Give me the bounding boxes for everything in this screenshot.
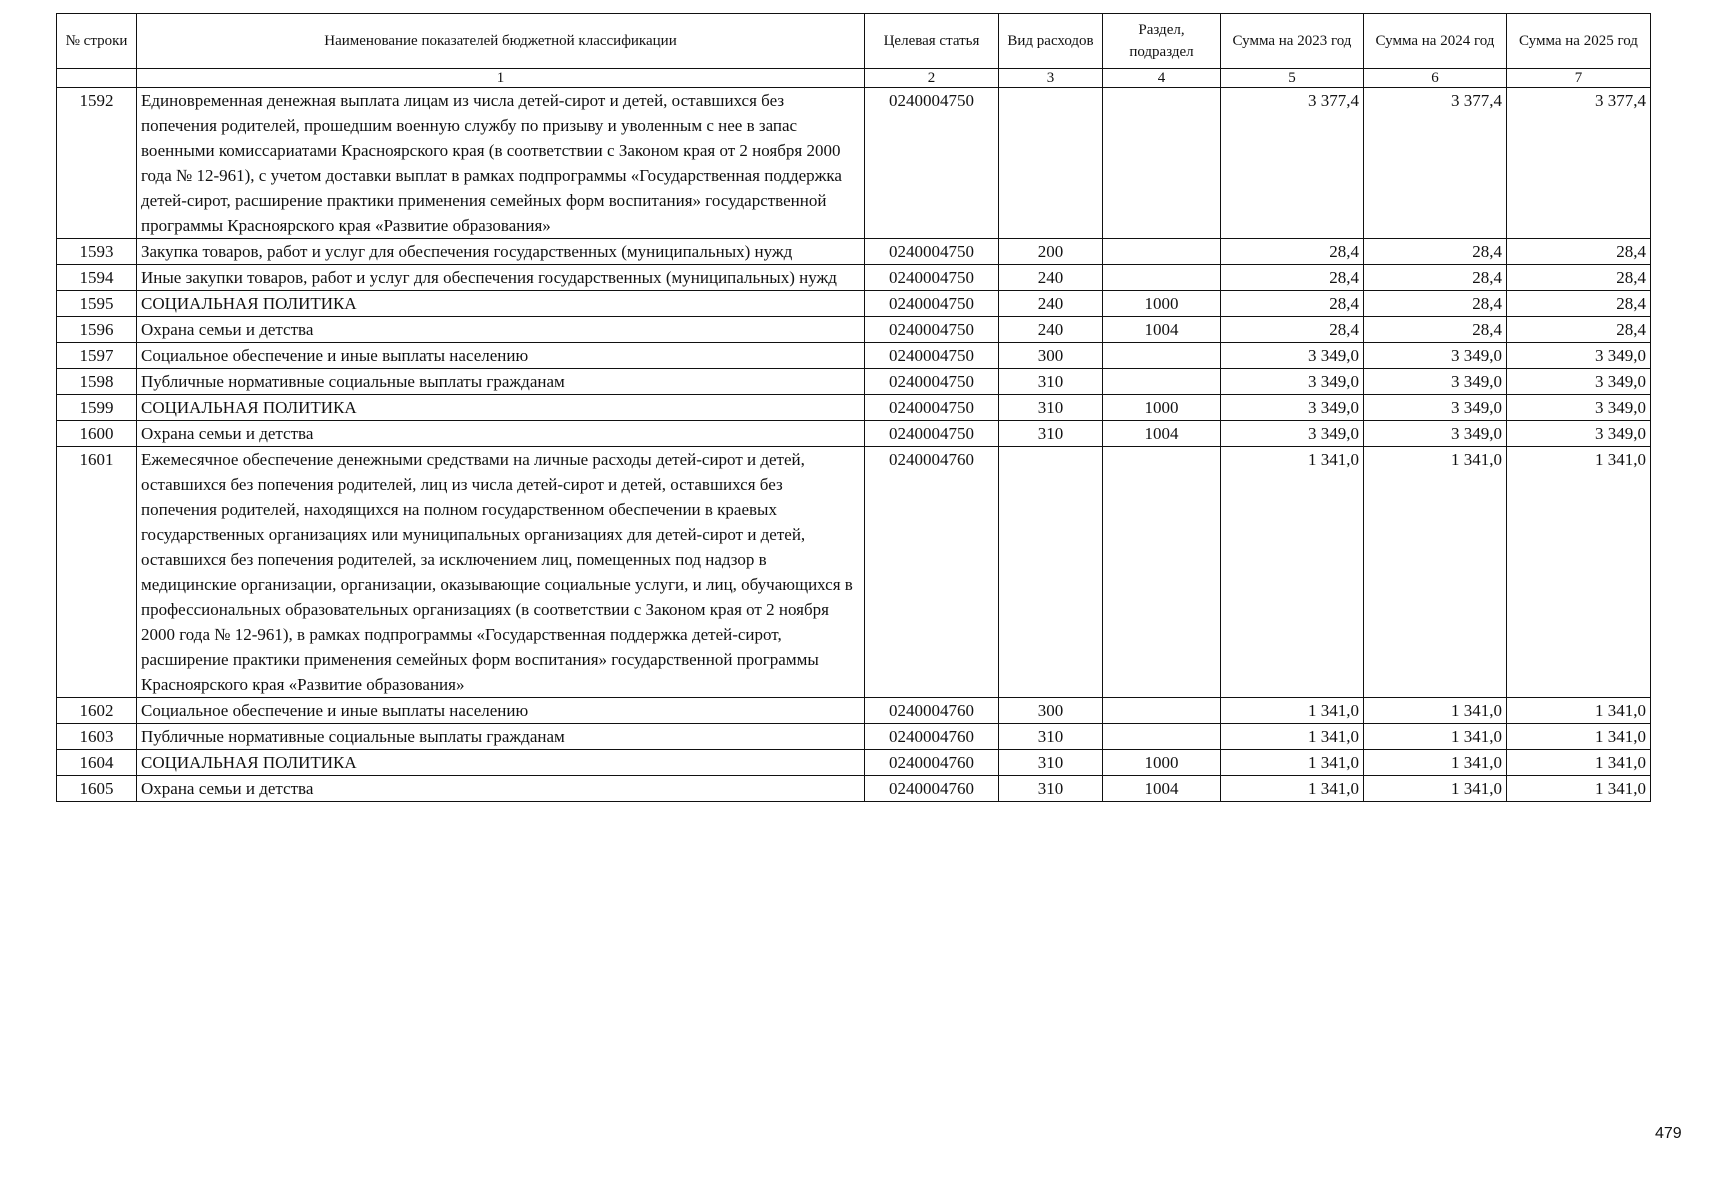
table-row [57,395,1651,421]
sum-2024-cell: 1 341,0 [1364,750,1507,776]
indicator-name-cell: СОЦИАЛЬНАЯ ПОЛИТИКА [137,395,865,421]
sum-2025-cell: 3 349,0 [1507,395,1651,421]
sum-2024-cell: 3 349,0 [1364,395,1507,421]
sum-2024-cell: 1 341,0 [1364,724,1507,750]
target-article-cell: 0240004750 [865,395,999,421]
sum-2024-cell: 28,4 [1364,291,1507,317]
header-sum-2024: Сумма на 2024 год [1364,14,1507,69]
target-article-cell: 0240004750 [865,265,999,291]
sum-2025-cell: 28,4 [1507,265,1651,291]
section-cell: 1000 [1103,750,1221,776]
header-sum-2023: Сумма на 2023 год [1221,14,1364,69]
row-number-cell: 1605 [57,776,137,802]
section-cell [1103,369,1221,395]
row-number-cell: 1596 [57,317,137,343]
sum-2025-cell: 1 341,0 [1507,447,1651,698]
section-cell [1103,239,1221,265]
sum-2024-cell: 1 341,0 [1364,447,1507,698]
column-number-razdel: 4 [1103,69,1221,88]
column-number-code: 2 [865,69,999,88]
sum-2023-cell: 28,4 [1221,291,1364,317]
sum-2025-cell: 28,4 [1507,239,1651,265]
sum-2025-cell: 3 349,0 [1507,369,1651,395]
page-number: 479 [1655,1125,1682,1142]
sum-2023-cell: 3 349,0 [1221,421,1364,447]
target-article-cell: 0240004750 [865,239,999,265]
indicator-name-cell: Единовременная денежная выплата лицам из числа детей-сирот и детей, оставшихся без попечения родителей, прошедшим военную службу по призыву и уволенным с нее в запас военными комиссариатами Красноярского края (в соответствии с Законом края от 2 ноября 2000 года № 12-961), с учетом доставки выплат в рамках подпрограммы «Государственная поддержка детей-сирот, расширение практики применения семейных форм воспитания» государственной программы Красноярского края «Развитие образования» [137,88,865,239]
indicator-name-cell: Публичные нормативные социальные выплаты гражданам [137,724,865,750]
expense-type-cell [999,88,1103,239]
sum-2024-cell: 1 341,0 [1364,776,1507,802]
table-row [57,291,1651,317]
sum-2023-cell: 1 341,0 [1221,447,1364,698]
expense-type-cell: 240 [999,265,1103,291]
header-code: Целевая статья [865,14,999,69]
row-number-cell: 1603 [57,724,137,750]
column-number-vid: 3 [999,69,1103,88]
header-sum-2025: Сумма на 2025 год [1507,14,1651,69]
sum-2023-cell: 1 341,0 [1221,776,1364,802]
header-name: Наименование показателей бюджетной классификации [137,14,865,69]
target-article-cell: 0240004750 [865,421,999,447]
row-number-cell: 1601 [57,447,137,698]
sum-2024-cell: 28,4 [1364,239,1507,265]
table-row [57,317,1651,343]
table-row [57,776,1651,802]
expense-type-cell: 240 [999,291,1103,317]
header-row-no: № строки [57,14,137,69]
table-row [57,265,1651,291]
expense-type-cell: 310 [999,724,1103,750]
row-number-cell: 1597 [57,343,137,369]
sum-2025-cell: 1 341,0 [1507,724,1651,750]
indicator-name-cell: Закупка товаров, работ и услуг для обеспечения государственных (муниципальных) нужд [137,239,865,265]
row-number-cell: 1593 [57,239,137,265]
section-cell: 1000 [1103,291,1221,317]
indicator-name-cell: Охрана семьи и детства [137,421,865,447]
column-number-sum-2025: 7 [1507,69,1651,88]
table-body [57,88,1651,802]
row-number-cell: 1600 [57,421,137,447]
table-row [57,421,1651,447]
header-razdel: Раздел, подраздел [1103,14,1221,69]
sum-2025-cell: 28,4 [1507,317,1651,343]
expense-type-cell: 310 [999,369,1103,395]
header-row [57,14,1651,69]
section-cell [1103,698,1221,724]
column-number-name: 1 [137,69,865,88]
table-row [57,239,1651,265]
sum-2025-cell: 3 349,0 [1507,343,1651,369]
column-number-row [57,69,1651,88]
expense-type-cell: 310 [999,421,1103,447]
sum-2025-cell: 3 349,0 [1507,421,1651,447]
row-number-cell: 1604 [57,750,137,776]
sum-2025-cell: 1 341,0 [1507,750,1651,776]
table-row [57,447,1651,698]
target-article-cell: 0240004750 [865,291,999,317]
table-row [57,724,1651,750]
target-article-cell: 0240004750 [865,369,999,395]
indicator-name-cell: Ежемесячное обеспечение денежными средствами на личные расходы детей-сирот и детей, оставшихся без попечения родителей, лиц из числа детей-сирот и детей, оставшихся без попечения родителей, находящихся на полном государственном обеспечении в краевых государственных организациях или муниципальных организациях для детей-сирот и детей, оставшихся без попечения родителей, за исключением лиц, помещенных под надзор в медицинские организации, организации, оказывающие социальные услуги, и лиц, обучающихся в профессиональных образовательных организациях (в соответствии с Законом края от 2 ноября 2000 года № 12-961), в рамках подпрограммы «Государственная поддержка детей-сирот, расширение практики применения семейных форм воспитания» государственной программы Красноярского края «Развитие образования» [137,447,865,698]
expense-type-cell: 310 [999,750,1103,776]
expense-type-cell: 300 [999,698,1103,724]
section-cell: 1004 [1103,776,1221,802]
table-row [57,369,1651,395]
section-cell [1103,724,1221,750]
sum-2024-cell: 28,4 [1364,265,1507,291]
row-number-cell: 1594 [57,265,137,291]
section-cell: 1000 [1103,395,1221,421]
expense-type-cell: 200 [999,239,1103,265]
sum-2023-cell: 28,4 [1221,317,1364,343]
sum-2024-cell: 3 349,0 [1364,421,1507,447]
column-number-sum-2023: 5 [1221,69,1364,88]
sum-2024-cell: 3 349,0 [1364,369,1507,395]
target-article-cell: 0240004750 [865,317,999,343]
target-article-cell: 0240004760 [865,724,999,750]
target-article-cell: 0240004760 [865,750,999,776]
table-row [57,750,1651,776]
sum-2023-cell: 3 349,0 [1221,343,1364,369]
row-number-cell: 1598 [57,369,137,395]
expense-type-cell: 310 [999,776,1103,802]
sum-2023-cell: 28,4 [1221,265,1364,291]
indicator-name-cell: Социальное обеспечение и иные выплаты населению [137,343,865,369]
sum-2023-cell: 3 349,0 [1221,369,1364,395]
section-cell: 1004 [1103,317,1221,343]
expense-type-cell: 240 [999,317,1103,343]
indicator-name-cell: СОЦИАЛЬНАЯ ПОЛИТИКА [137,750,865,776]
target-article-cell: 0240004760 [865,698,999,724]
sum-2025-cell: 3 377,4 [1507,88,1651,239]
section-cell: 1004 [1103,421,1221,447]
row-number-cell: 1602 [57,698,137,724]
target-article-cell: 0240004750 [865,343,999,369]
sum-2023-cell: 3 377,4 [1221,88,1364,239]
target-article-cell: 0240004750 [865,88,999,239]
sum-2024-cell: 3 349,0 [1364,343,1507,369]
sum-2025-cell: 1 341,0 [1507,776,1651,802]
header-vid: Вид расходов [999,14,1103,69]
expense-type-cell [999,447,1103,698]
sum-2023-cell: 3 349,0 [1221,395,1364,421]
sum-2024-cell: 1 341,0 [1364,698,1507,724]
table-row [57,698,1651,724]
table-row [57,88,1651,239]
indicator-name-cell: Охрана семьи и детства [137,776,865,802]
column-number-row-no [57,69,137,88]
indicator-name-cell: Охрана семьи и детства [137,317,865,343]
section-cell [1103,447,1221,698]
target-article-cell: 0240004760 [865,447,999,698]
sum-2023-cell: 1 341,0 [1221,750,1364,776]
row-number-cell: 1592 [57,88,137,239]
row-number-cell: 1595 [57,291,137,317]
row-number-cell: 1599 [57,395,137,421]
column-number-sum-2024: 6 [1364,69,1507,88]
section-cell [1103,343,1221,369]
expense-type-cell: 310 [999,395,1103,421]
expense-type-cell: 300 [999,343,1103,369]
sum-2023-cell: 1 341,0 [1221,724,1364,750]
indicator-name-cell: Иные закупки товаров, работ и услуг для обеспечения государственных (муниципальных) нужд [137,265,865,291]
target-article-cell: 0240004760 [865,776,999,802]
sum-2024-cell: 3 377,4 [1364,88,1507,239]
table-row [57,343,1651,369]
budget-table [56,13,1651,802]
section-cell [1103,265,1221,291]
sum-2023-cell: 1 341,0 [1221,698,1364,724]
indicator-name-cell: Публичные нормативные социальные выплаты гражданам [137,369,865,395]
indicator-name-cell: Социальное обеспечение и иные выплаты населению [137,698,865,724]
sum-2024-cell: 28,4 [1364,317,1507,343]
sum-2025-cell: 1 341,0 [1507,698,1651,724]
section-cell [1103,88,1221,239]
indicator-name-cell: СОЦИАЛЬНАЯ ПОЛИТИКА [137,291,865,317]
sum-2023-cell: 28,4 [1221,239,1364,265]
sum-2025-cell: 28,4 [1507,291,1651,317]
